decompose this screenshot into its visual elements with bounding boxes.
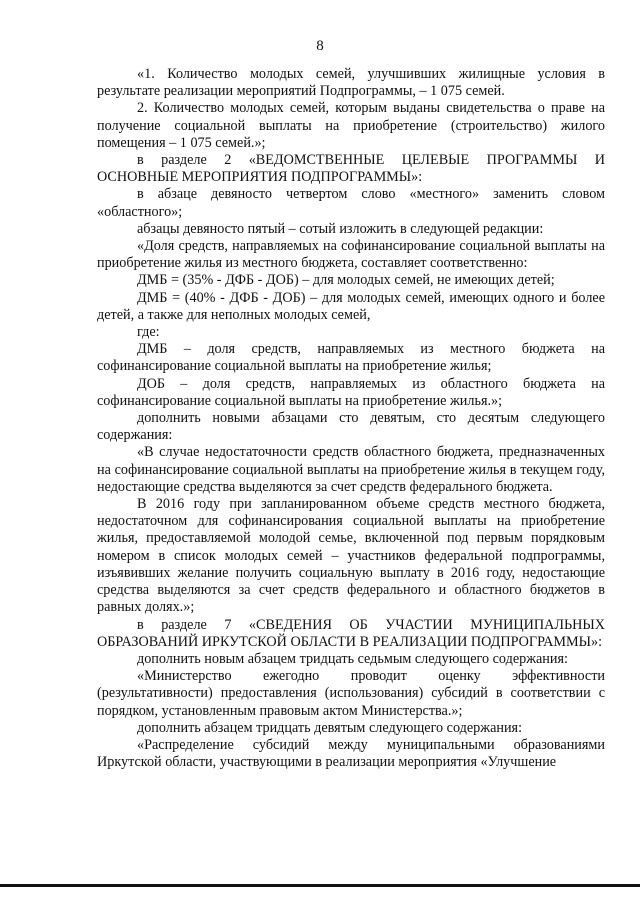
paragraph-share-intro: «Доля средств, направляемых на софинансирование социальной выплаты на приобретение жилья из местного бюджета, составляет соответственно: xyxy=(97,238,605,272)
paragraph-amend-94: в абзаце девяносто четвертом слово «местного» заменить словом «областного»; xyxy=(97,186,605,220)
scan-bottom-edge xyxy=(0,884,640,887)
page-number: 8 xyxy=(316,38,324,54)
paragraph-add-109-110: дополнить новыми абзацами сто девятым, сто десятым следующего содержания: xyxy=(97,410,605,444)
paragraph-where: где: xyxy=(137,324,160,341)
paragraph-ministry-evaluation: «Министерство ежегодно проводит оценку эффективности (результативности) предоставления (использования) субсидий в соответствии с порядком, установленным правовым актом Министерства.»; xyxy=(97,668,605,719)
paragraph-insufficiency: «В случае недостаточности средств областного бюджета, предназначенных на софинансирование социальной выплаты на приобретение жилья в текущем году, недостающие средства выделяются за счет средств федерального бюджета. xyxy=(97,444,605,495)
paragraph-2016: В 2016 году при запланированном объеме средств местного бюджета, недостаточном для софинансирования социальной выплаты на приобретение жилья, предоставляемой молодой семье, включенной под первым порядковым номером в список молодых семей – участников федеральной подпрограммы, изъявивших желание получить социальную выплату в 2016 году, недостающие средства выделяются за счет средств федерального и областного бюджетов в равных долях.»; xyxy=(97,496,605,616)
paragraph-distribution: «Распределение субсидий между муниципальными образованиями Иркутской области, участвующими в реализации мероприятия «Улучшение xyxy=(97,736,605,771)
paragraph-def-dmb: ДМБ – доля средств, направляемых из местного бюджета на софинансирование социальной выплаты на приобретение жилья; xyxy=(97,341,605,375)
paragraph-formula-2: ДМБ = (40% - ДФБ - ДОБ) – для молодых семей, имеющих одного и более детей, а также для неполных молодых семей, xyxy=(97,289,605,323)
document-body xyxy=(97,66,605,771)
paragraph-indicator-1: «1. Количество молодых семей, улучшивших жилищные условия в результате реализации мероприятий Подпрограммы, – 1 075 семей. xyxy=(97,66,605,100)
paragraph-formula-1: ДМБ = (35% - ДФБ - ДОБ) – для молодых семей, не имеющих детей; xyxy=(137,272,555,289)
paragraph-def-dob: ДОБ – доля средств, направляемых из областного бюджета на софинансирование социальной выплаты на приобретение жилья.»; xyxy=(97,375,605,409)
paragraph-section-2-heading: в разделе 2 «ВЕДОМСТВЕННЫЕ ЦЕЛЕВЫЕ ПРОГРАММЫ И ОСНОВНЫЕ МЕРОПРИЯТИЯ ПОДПРОГРАММЫ»: xyxy=(97,152,605,186)
paragraph-section-7-heading: в разделе 7 «СВЕДЕНИЯ ОБ УЧАСТИИ МУНИЦИПАЛЬНЫХ ОБРАЗОВАНИЙ ИРКУТСКОЙ ОБЛАСТИ В РЕАЛИЗАЦИИ ПОДПРОГРАММЫ»: xyxy=(97,616,605,650)
paragraph-add-37: дополнить новым абзацем тридцать седьмым следующего содержания: xyxy=(137,650,568,667)
paragraph-amend-95-100: абзацы девяносто пятый – сотый изложить в следующей редакции: xyxy=(137,220,544,237)
paragraph-indicator-2: 2. Количество молодых семей, которым выданы свидетельства о праве на получение социальной выплаты на приобретение (строительство) жилого помещения – 1 075 семей.»; xyxy=(97,100,605,151)
paragraph-add-39: дополнить абзацем тридцать девятым следующего содержания: xyxy=(137,719,523,736)
